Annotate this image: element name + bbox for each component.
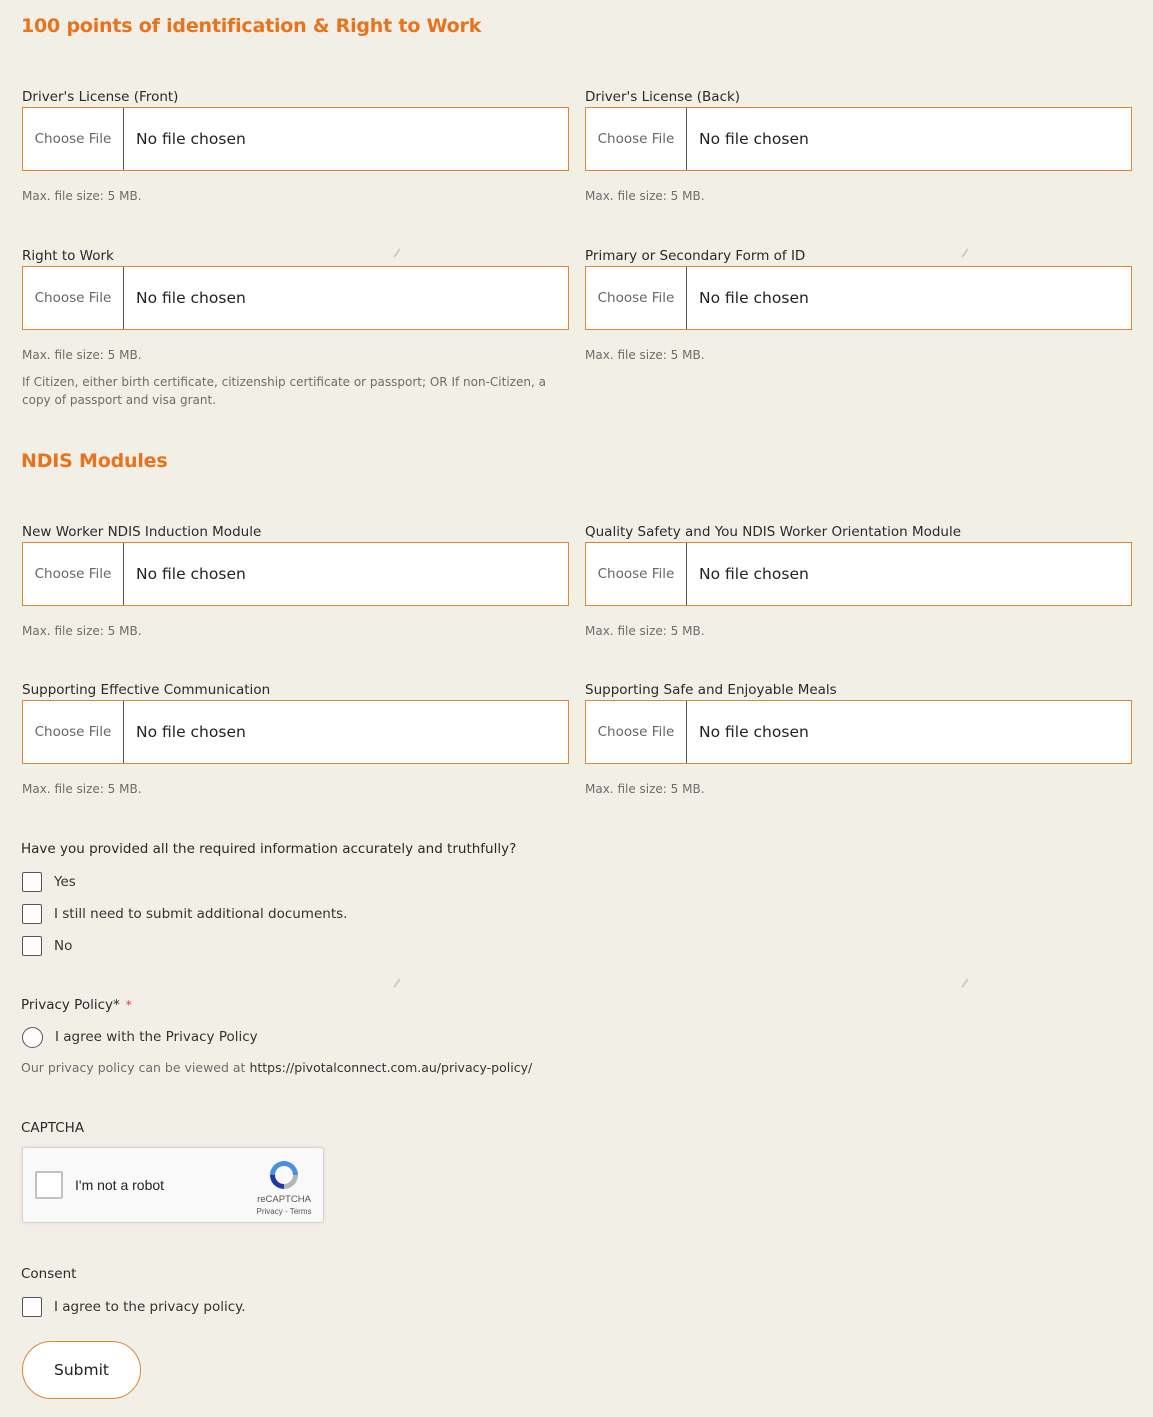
choose-file-button[interactable]: Choose File [586, 543, 687, 605]
no-file-chosen-text: No file chosen [699, 565, 809, 583]
consent-checkbox[interactable] [22, 1297, 42, 1317]
induction-module-label: New Worker NDIS Induction Module [22, 524, 262, 540]
max-file-size-hint: Max. file size: 5 MB. [22, 189, 142, 203]
orientation-module-label: Quality Safety and You NDIS Worker Orientation Module [585, 524, 962, 540]
no-checkbox[interactable] [22, 936, 42, 956]
right-to-work-file-input[interactable] [22, 266, 569, 330]
truthful-option-additional[interactable] [22, 904, 347, 924]
meals-module-file-input[interactable] [585, 700, 1132, 764]
recaptcha-checkbox[interactable] [35, 1171, 63, 1199]
max-file-size-hint: Max. file size: 5 MB. [22, 782, 142, 796]
recaptcha-brand: reCAPTCHA [257, 1194, 311, 1205]
privacy-policy-label: Privacy Policy* [21, 997, 120, 1013]
max-file-size-hint: Max. file size: 5 MB. [585, 624, 705, 638]
drivers-license-front-field [22, 88, 569, 208]
privacy-agree-label: I agree with the Privacy Policy [55, 1029, 258, 1045]
primary-secondary-id-label: Primary or Secondary Form of ID [585, 248, 806, 264]
required-marker: * [125, 998, 132, 1012]
meals-module-label: Supporting Safe and Enjoyable Meals [585, 682, 837, 698]
drivers-license-front-label: Driver's License (Front) [22, 89, 179, 105]
recaptcha-text: I'm not a robot [75, 1177, 165, 1193]
truthful-option-no[interactable] [22, 936, 72, 956]
orientation-module-file-input[interactable] [585, 542, 1132, 606]
choose-file-button[interactable]: Choose File [586, 108, 687, 170]
no-file-chosen-text: No file chosen [136, 289, 246, 307]
max-file-size-hint: Max. file size: 5 MB. [22, 624, 142, 638]
recaptcha-logo-icon [267, 1158, 301, 1192]
identification-section-title: 100 points of identification & Right to Work [21, 15, 482, 37]
captcha-label: CAPTCHA [21, 1120, 85, 1136]
privacy-policy-link[interactable]: https://pivotalconnect.com.au/privacy-policy/ [249, 1060, 533, 1075]
no-file-chosen-text: No file chosen [699, 723, 809, 741]
right-to-work-field [22, 247, 569, 417]
right-to-work-label: Right to Work [22, 248, 114, 264]
choose-file-button[interactable]: Choose File [23, 543, 124, 605]
right-to-work-note: If Citizen, either birth certificate, citizenship certificate or passport; OR If non-Citizen, a copy of passport and visa grant. [22, 375, 546, 407]
submit-button[interactable]: Submit [22, 1341, 141, 1399]
choose-file-button[interactable]: Choose File [586, 701, 687, 763]
recaptcha-privacy-terms-links[interactable]: Privacy - Terms [256, 1207, 312, 1216]
choose-file-button[interactable]: Choose File [586, 267, 687, 329]
privacy-agree-radio[interactable] [22, 1027, 43, 1048]
choose-file-button[interactable]: Choose File [23, 108, 124, 170]
communication-module-label: Supporting Effective Communication [22, 682, 271, 698]
truthful-option-yes[interactable] [22, 872, 76, 892]
max-file-size-hint: Max. file size: 5 MB. [585, 348, 705, 362]
choose-file-button[interactable]: Choose File [23, 701, 124, 763]
privacy-note-text: Our privacy policy can be viewed at [21, 1060, 246, 1075]
choose-file-button[interactable]: Choose File [23, 267, 124, 329]
drivers-license-back-label: Driver's License (Back) [585, 89, 741, 105]
consent-option-label: I agree to the privacy policy. [54, 1299, 246, 1315]
paper-texture-speck [961, 978, 968, 987]
communication-module-file-input[interactable] [22, 700, 569, 764]
drivers-license-back-file-input[interactable] [585, 107, 1132, 171]
privacy-policy-heading [21, 997, 132, 1013]
communication-module-field [22, 681, 569, 801]
recaptcha-widget [22, 1147, 324, 1223]
max-file-size-hint: Max. file size: 5 MB. [22, 348, 142, 362]
induction-module-field [22, 523, 569, 643]
yes-checkbox[interactable] [22, 872, 42, 892]
induction-module-file-input[interactable] [22, 542, 569, 606]
meals-module-field [585, 681, 1132, 801]
no-file-chosen-text: No file chosen [136, 565, 246, 583]
truthful-question-label: Have you provided all the required information accurately and truthfully? [21, 841, 517, 857]
drivers-license-front-file-input[interactable] [22, 107, 569, 171]
no-file-chosen-text: No file chosen [699, 289, 809, 307]
drivers-license-back-field [585, 88, 1132, 208]
no-file-chosen-text: No file chosen [136, 723, 246, 741]
no-file-chosen-text: No file chosen [699, 130, 809, 148]
additional-documents-label: I still need to submit additional documents. [54, 906, 348, 922]
max-file-size-hint: Max. file size: 5 MB. [585, 782, 705, 796]
consent-label: Consent [21, 1266, 77, 1282]
max-file-size-hint: Max. file size: 5 MB. [585, 189, 705, 203]
privacy-agree-option[interactable] [22, 1027, 258, 1047]
orientation-module-field [585, 523, 1132, 643]
no-label: No [54, 938, 73, 954]
primary-secondary-id-file-input[interactable] [585, 266, 1132, 330]
additional-documents-checkbox[interactable] [22, 904, 42, 924]
paper-texture-speck [393, 978, 400, 987]
yes-label: Yes [54, 874, 76, 890]
privacy-note [21, 1060, 532, 1075]
ndis-section-title: NDIS Modules [21, 450, 168, 472]
no-file-chosen-text: No file chosen [136, 130, 246, 148]
consent-option[interactable] [22, 1297, 246, 1317]
primary-secondary-id-field [585, 247, 1132, 367]
